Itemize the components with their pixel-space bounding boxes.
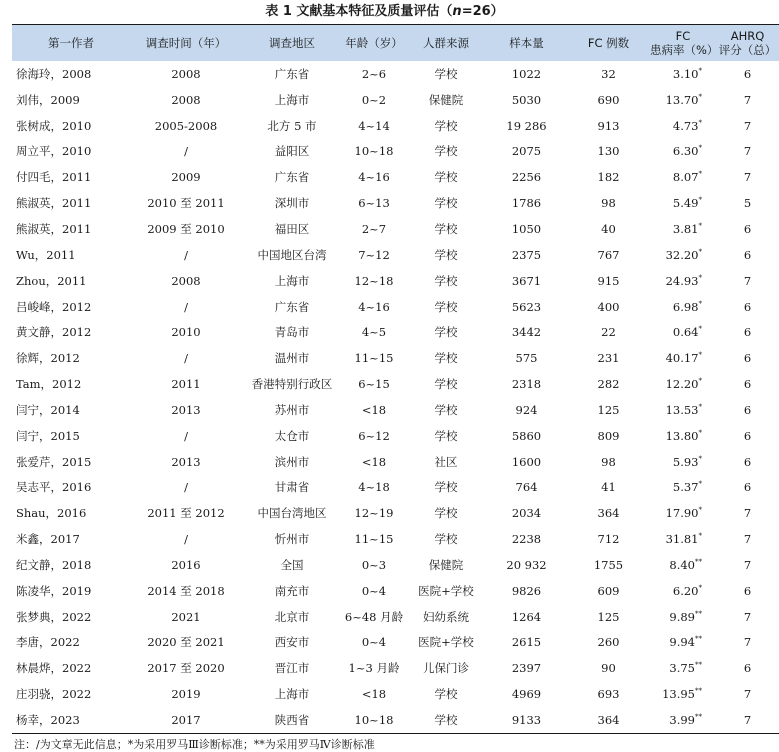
table-row (12, 268, 779, 294)
time-cell: 2011 至 2012 (147, 506, 225, 521)
sample-cell: 2238 (511, 532, 542, 547)
region-cell: 滨州市 (274, 454, 310, 469)
author-cell: 徐海玲，2008 (16, 66, 92, 81)
cases-cell: 400 (597, 299, 620, 314)
cases-cell: 130 (597, 144, 620, 159)
source-cell: 保健院 (428, 92, 464, 107)
table-row (12, 371, 779, 397)
age-cell: 2~6 (361, 66, 387, 81)
table-row (12, 216, 779, 242)
time-cell: 2021 (171, 609, 201, 624)
source-cell: 学校 (434, 325, 458, 340)
region-cell: 北方 5 市 (267, 118, 317, 133)
score-cell: 7 (743, 609, 752, 624)
score-cell: 6 (743, 221, 752, 236)
author-cell: 熊淑英，2011 (16, 196, 92, 211)
table-row (12, 113, 779, 139)
cases-cell: 1755 (593, 557, 624, 572)
cases-cell: 282 (597, 377, 620, 392)
time-cell: / (184, 299, 188, 314)
criteria-mark: ** (695, 635, 702, 644)
criteria-mark: ** (695, 713, 702, 722)
time-cell: 2009 (171, 170, 201, 185)
sample-cell: 1022 (511, 66, 542, 81)
time-cell: 2016 (171, 557, 201, 572)
age-cell: 4~16 (358, 299, 390, 314)
source-cell: 学校 (434, 506, 458, 521)
time-cell: 2017 (130, 707, 242, 733)
score-cell: 6 (743, 661, 752, 676)
score-cell: 7 (743, 170, 752, 185)
table-row (12, 655, 779, 681)
criteria-mark: * (698, 325, 702, 334)
table-row (12, 139, 779, 165)
criteria-mark: * (698, 273, 702, 282)
table-row (12, 552, 779, 578)
time-cell: 2013 (171, 402, 201, 417)
source-cell: 学校 (434, 66, 458, 81)
cases-cell: 125 (597, 609, 620, 624)
author-cell: 张树成，2010 (16, 118, 92, 133)
score-cell: 6 (743, 454, 752, 469)
sample-cell: 1600 (511, 454, 542, 469)
author-cell: 纪文静，2018 (16, 557, 92, 572)
author-cell: 林晨烨，2022 (16, 661, 92, 676)
source-cell: 妇幼系统 (423, 609, 469, 624)
sample-cell: 2034 (511, 506, 542, 521)
author-cell: Wu，2011 (16, 247, 76, 262)
age-cell: 4~14 (358, 118, 390, 133)
time-cell: 2005-2008 (154, 118, 218, 133)
sample-cell: 3442 (511, 325, 542, 340)
score-cell: 6 (743, 299, 752, 314)
age-cell: 7~12 (358, 247, 390, 262)
criteria-mark: * (698, 221, 702, 230)
region-cell: 太仓市 (274, 428, 310, 443)
time-cell: 2019 (171, 687, 201, 702)
score-cell: 7 (743, 92, 752, 107)
criteria-mark: * (698, 583, 702, 592)
cases-cell: 364 (597, 506, 620, 521)
source-cell: 儿保门诊 (423, 661, 469, 676)
table-row (12, 87, 779, 113)
score-cell: 5 (743, 196, 752, 211)
rate-cell: 4.73* (672, 118, 702, 133)
region-cell: 南充市 (274, 583, 310, 598)
sample-cell: 575 (515, 351, 538, 366)
age-cell: 12~19 (354, 506, 394, 521)
sample-cell: 2256 (511, 170, 542, 185)
sample-cell: 4969 (511, 687, 542, 702)
sample-cell: 9826 (511, 583, 542, 598)
cases-cell: 231 (597, 351, 620, 366)
table-row (12, 681, 779, 707)
rate-cell: 3.99** (650, 707, 716, 733)
score-cell: 6 (743, 583, 752, 598)
source-cell: 社区 (434, 454, 458, 469)
rate-cell: 5.93* (672, 454, 702, 469)
author-cell: 张梦典，2022 (16, 609, 92, 624)
criteria-mark: * (698, 351, 702, 360)
rate-cell: 3.81* (672, 221, 702, 236)
source-cell: 医院+学校 (418, 583, 474, 598)
table-header-row (12, 25, 779, 62)
sample-cell: 5030 (511, 92, 542, 107)
age-cell: 0~4 (361, 583, 387, 598)
rate-cell: 5.37* (672, 480, 702, 495)
criteria-mark: ** (695, 609, 702, 618)
rate-cell: 17.90* (665, 506, 702, 521)
criteria-mark: * (698, 299, 702, 308)
age-cell: 10~18 (354, 144, 394, 159)
rate-cell: 31.81* (665, 532, 702, 547)
time-cell: 2009 至 2010 (147, 221, 225, 236)
author-cell: 张爱芹，2015 (16, 454, 92, 469)
time-cell: 2010 至 2011 (147, 196, 225, 211)
source-cell: 学校 (434, 196, 458, 211)
region-cell: 广东省 (274, 66, 310, 81)
source-cell: 学校 (434, 351, 458, 366)
header-author: 第一作者 (12, 25, 130, 62)
rate-cell: 40.17* (665, 351, 702, 366)
score-cell: 7 (743, 506, 752, 521)
rate-cell: 9.89** (669, 609, 702, 624)
source-cell: 学校 (434, 118, 458, 133)
time-cell: 2008 (171, 92, 201, 107)
author-cell: 闫宁，2014 (16, 402, 80, 417)
source-cell: 学校 (434, 170, 458, 185)
sample-cell: 2375 (511, 247, 542, 262)
age-cell: 4~18 (358, 480, 390, 495)
table-row (12, 449, 779, 475)
time-cell: 2013 (171, 454, 201, 469)
score-cell: 6 (743, 428, 752, 443)
table-row (12, 345, 779, 371)
region-cell: 广东省 (274, 299, 310, 314)
cases-cell: 40 (601, 221, 616, 236)
score-cell: 6 (743, 325, 752, 340)
table-row (12, 604, 779, 630)
region-cell: 上海市 (274, 273, 310, 288)
author-cell: 李唐，2022 (16, 635, 80, 650)
age-cell: 0~3 (361, 557, 387, 572)
score-cell: 6 (743, 480, 752, 495)
cases-cell: 260 (597, 635, 620, 650)
time-cell: 2020 至 2021 (147, 635, 225, 650)
sample-cell: 2318 (511, 377, 542, 392)
sample-cell: 924 (515, 402, 538, 417)
rate-cell: 6.98* (672, 299, 702, 314)
region-cell: 福田区 (274, 221, 310, 236)
time-cell: 2017 至 2020 (147, 661, 225, 676)
region-cell: 广东省 (274, 170, 310, 185)
rate-cell: 6.20* (672, 583, 702, 598)
table-row (12, 294, 779, 320)
criteria-mark: * (698, 118, 702, 127)
score-cell: 7 (743, 118, 752, 133)
score-cell: 7 (716, 707, 779, 733)
criteria-mark: * (698, 66, 702, 75)
region-cell: 甘肃省 (274, 480, 310, 495)
criteria-mark: ** (695, 661, 702, 670)
author-cell: Shau，2016 (16, 506, 87, 521)
author-cell: 吕峻峰，2012 (16, 299, 92, 314)
table-footnote: 注：/为文章无此信息；*为采用罗马Ⅲ诊断标准；**为采用罗马Ⅳ诊断标准 (14, 738, 375, 751)
cases-cell: 98 (601, 454, 616, 469)
source-cell: 学校 (434, 428, 458, 443)
sample-cell: 1050 (511, 221, 542, 236)
age-cell: <18 (361, 454, 387, 469)
time-cell: / (184, 480, 188, 495)
age-cell: 4~16 (358, 170, 390, 185)
age-cell: 6~48 月龄 (344, 609, 404, 624)
literature-table (12, 24, 779, 734)
age-cell: 11~15 (354, 351, 394, 366)
table-row (12, 475, 779, 501)
age-cell: 0~2 (361, 92, 387, 107)
cases-cell: 32 (601, 66, 616, 81)
cases-cell: 364 (567, 707, 650, 733)
table-row (12, 164, 779, 190)
criteria-mark: * (698, 454, 702, 463)
time-cell: / (184, 351, 188, 366)
header-survey-region: 调查地区 (242, 25, 342, 62)
rate-cell: 13.70* (665, 92, 702, 107)
sample-cell: 2615 (511, 635, 542, 650)
rate-cell: 8.07* (672, 170, 702, 185)
source-cell: 保健院 (428, 557, 464, 572)
author-cell: 徐辉，2012 (16, 351, 80, 366)
criteria-mark: * (698, 428, 702, 437)
rate-cell: 3.75** (669, 661, 702, 676)
sample-cell: 20 932 (506, 557, 547, 572)
age-cell: <18 (361, 402, 387, 417)
cases-cell: 767 (597, 247, 620, 262)
source-cell: 学校 (434, 687, 458, 702)
sample-cell: 1264 (511, 609, 542, 624)
cases-cell: 913 (597, 118, 620, 133)
sample-cell: 1786 (511, 196, 542, 211)
source-cell: 学校 (434, 402, 458, 417)
age-cell: 6~15 (358, 377, 390, 392)
source-cell: 学校 (434, 480, 458, 495)
criteria-mark: * (698, 170, 702, 179)
source-cell: 学校 (434, 221, 458, 236)
source-cell: 学校 (434, 532, 458, 547)
criteria-mark: * (698, 247, 702, 256)
author-cell: Zhou，2011 (16, 273, 87, 288)
source-cell: 医院+学校 (418, 635, 474, 650)
criteria-mark: ** (695, 557, 702, 566)
header-population-source: 人群来源 (406, 25, 486, 62)
sample-cell: 2075 (511, 144, 542, 159)
cases-cell: 690 (597, 92, 620, 107)
region-cell: 全国 (280, 557, 304, 572)
author-cell: 庄羽骁，2022 (16, 687, 92, 702)
source-cell: 学校 (434, 144, 458, 159)
time-cell: 2010 (171, 325, 201, 340)
time-cell: 2011 (171, 377, 201, 392)
region-cell: 忻州市 (274, 532, 310, 547)
table-row (12, 630, 779, 656)
source-cell: 学校 (434, 299, 458, 314)
criteria-mark: * (698, 196, 702, 205)
sample-cell: 2397 (511, 661, 542, 676)
author-cell: 米鑫，2017 (16, 532, 80, 547)
header-fc-rate: FC 患病率（%） (650, 25, 716, 62)
region-cell: 益阳区 (274, 144, 310, 159)
author-cell: 吴志平，2016 (16, 480, 92, 495)
author-cell: 熊淑英，2011 (16, 221, 92, 236)
region-cell: 西安市 (274, 635, 310, 650)
region-cell: 晋江市 (274, 661, 310, 676)
source-cell: 学校 (434, 247, 458, 262)
criteria-mark: ** (695, 687, 702, 696)
header-sample-size: 样本量 (486, 25, 567, 62)
author-cell: 刘伟，2009 (16, 92, 80, 107)
age-cell: 0~4 (361, 635, 387, 650)
table-row (12, 190, 779, 216)
age-cell: 10~18 (342, 707, 406, 733)
age-cell: <18 (361, 687, 387, 702)
time-cell: 2008 (171, 66, 201, 81)
table-row (12, 578, 779, 604)
header-fc-cases: FC 例数 (567, 25, 650, 62)
time-cell: / (184, 247, 188, 262)
criteria-mark: * (698, 506, 702, 515)
cases-cell: 125 (597, 402, 620, 417)
cases-cell: 609 (597, 583, 620, 598)
rate-cell: 8.40** (669, 557, 702, 572)
author-cell: 闫宁，2015 (16, 428, 80, 443)
score-cell: 6 (743, 247, 752, 262)
rate-cell: 9.94** (669, 635, 702, 650)
score-cell: 7 (743, 144, 752, 159)
header-survey-time: 调查时间（年） (130, 25, 242, 62)
score-cell: 6 (743, 66, 752, 81)
rate-cell: 13.53* (665, 402, 702, 417)
rate-cell: 32.20* (665, 247, 702, 262)
cases-cell: 41 (601, 480, 616, 495)
cases-cell: 98 (601, 196, 616, 211)
region-cell: 北京市 (274, 609, 310, 624)
criteria-mark: * (698, 402, 702, 411)
sample-cell: 764 (515, 480, 538, 495)
time-cell: 2008 (171, 273, 201, 288)
age-cell: 12~18 (354, 273, 394, 288)
cases-cell: 809 (597, 428, 620, 443)
header-ahrq-score: AHRQ 评分（总） (716, 25, 779, 62)
region-cell: 上海市 (274, 92, 310, 107)
rate-cell: 13.80* (665, 428, 702, 443)
region-cell: 上海市 (274, 687, 310, 702)
criteria-mark: * (698, 144, 702, 153)
rate-cell: 13.95** (662, 687, 702, 702)
time-cell: / (184, 532, 188, 547)
author-cell: 杨幸，2023 (12, 707, 130, 733)
sample-cell: 9133 (486, 707, 567, 733)
cases-cell: 22 (601, 325, 616, 340)
table-row (12, 61, 779, 87)
criteria-mark: * (698, 92, 702, 101)
table-row (12, 242, 779, 268)
region-cell: 香港特别行政区 (251, 377, 333, 392)
table-row (12, 397, 779, 423)
score-cell: 6 (743, 377, 752, 392)
cases-cell: 915 (597, 273, 620, 288)
author-cell: 陈凌华，2019 (16, 583, 92, 598)
rate-cell: 12.20* (665, 377, 702, 392)
table-row (12, 319, 779, 345)
author-cell: Tam，2012 (16, 377, 82, 392)
time-cell: / (184, 428, 188, 443)
age-cell: 1~3 月龄 (348, 661, 400, 676)
score-cell: 7 (743, 687, 752, 702)
sample-cell: 19 286 (506, 118, 547, 133)
cases-cell: 90 (601, 661, 616, 676)
region-cell: 深圳市 (274, 196, 310, 211)
cases-cell: 712 (597, 532, 620, 547)
rate-cell: 3.10* (672, 66, 702, 81)
rate-cell: 0.64* (672, 325, 702, 340)
region-cell: 温州市 (274, 351, 310, 366)
region-cell: 青岛市 (274, 325, 310, 340)
score-cell: 7 (743, 557, 752, 572)
sample-cell: 5860 (511, 428, 542, 443)
score-cell: 7 (743, 273, 752, 288)
cases-cell: 693 (597, 687, 620, 702)
author-cell: 付四毛，2011 (16, 170, 92, 185)
cases-cell: 182 (597, 170, 620, 185)
criteria-mark: * (698, 532, 702, 541)
region-cell: 中国台湾地区 (257, 506, 327, 521)
criteria-mark: * (698, 480, 702, 489)
rate-cell: 6.30* (672, 144, 702, 159)
score-cell: 6 (743, 351, 752, 366)
time-cell: / (184, 144, 188, 159)
author-cell: 周立平，2010 (16, 144, 92, 159)
age-cell: 6~12 (358, 428, 390, 443)
score-cell: 7 (743, 635, 752, 650)
age-cell: 4~5 (361, 325, 387, 340)
sample-cell: 3671 (511, 273, 542, 288)
age-cell: 11~15 (354, 532, 394, 547)
source-cell: 学校 (434, 273, 458, 288)
table-row (12, 423, 779, 449)
rate-cell: 5.49* (672, 196, 702, 211)
region-cell: 陕西省 (242, 707, 342, 733)
header-age: 年龄（岁） (342, 25, 406, 62)
table-row (12, 526, 779, 552)
region-cell: 中国地区台湾 (257, 247, 327, 262)
author-cell: 黄文静，2012 (16, 325, 92, 340)
sample-cell: 5623 (511, 299, 542, 314)
rate-cell: 24.93* (665, 273, 702, 288)
time-cell: 2014 至 2018 (147, 583, 225, 598)
source-cell: 学校 (406, 707, 486, 733)
score-cell: 7 (743, 532, 752, 547)
score-cell: 6 (743, 402, 752, 417)
age-cell: 6~13 (358, 196, 390, 211)
table-row (12, 707, 779, 733)
criteria-mark: * (698, 377, 702, 386)
age-cell: 2~7 (361, 221, 387, 236)
table-title: 表 1 文献基本特征及质量评估（n=26） (265, 4, 504, 19)
source-cell: 学校 (434, 377, 458, 392)
table-row (12, 500, 779, 526)
region-cell: 苏州市 (274, 402, 310, 417)
